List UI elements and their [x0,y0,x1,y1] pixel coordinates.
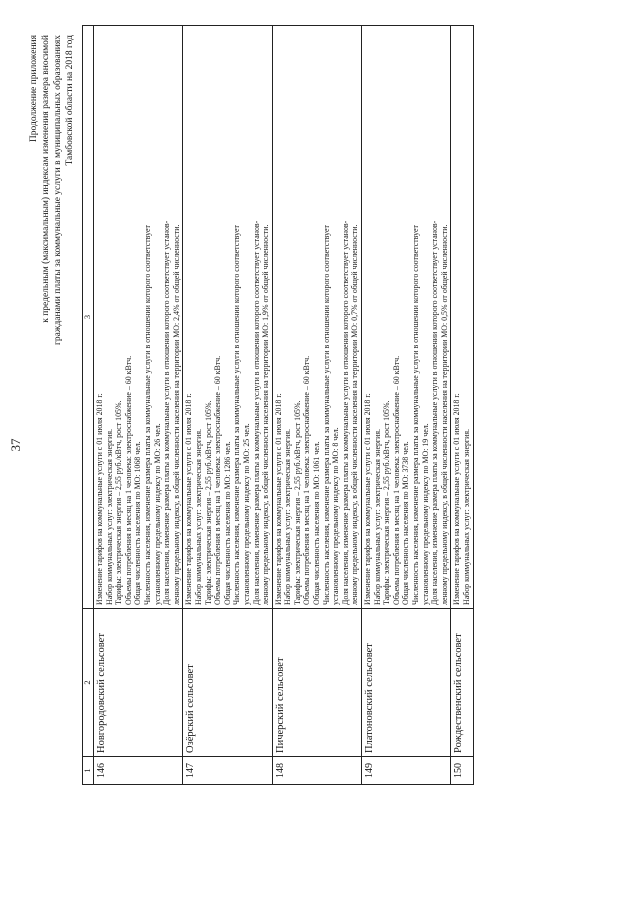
detail-line: установленному предельному индексу по МО: 8 чел. [331,427,341,605]
detail-line: Доля населения, изменение размера платы за коммунальные услуги в отношении которого соответствует установ- [430,220,440,605]
detail-line: Доля населения, изменение размера платы за коммунальные услуги в отношении которого соответствует установ- [340,220,350,605]
detail-line: Тарифы: электрическая энергия – 2,55 руб./кВтч, рост 105%. [114,400,124,605]
detail-line: ленному предельному индексу, в общей численности населения на территории МО: 0,5% от общей численности. [439,224,449,605]
row-number: 148 [272,757,361,785]
detail-line: установленному предельному индексу по МО: 25 чел. [241,423,251,605]
table-row [451,26,473,785]
row-number: 150 [451,757,473,785]
heading-line: Продолжение приложения [29,35,39,143]
detail-line: Тарифы: электрическая энергия – 2,55 руб./кВтч, рост 105%. [382,400,392,605]
detail-line: Набор коммунальных услуг: электрическая энергия. [372,429,382,605]
column-header: 3 [83,26,94,609]
column-header: 2 [83,609,94,757]
table-row [183,26,272,785]
row-details [451,26,473,609]
detail-line: Численность населения, изменение размера платы за коммунальные услуги в отношении которого соответствует [411,225,420,605]
detail-line: Объемы потребления в месяц на 1 человека: электроснабжение – 60 кВтч. [391,355,401,605]
table-row [94,26,183,785]
row-number: 147 [183,757,272,785]
detail-line: Объемы потребления в месяц на 1 человека: электроснабжение – 60 кВтч. [213,355,223,605]
column-header: 1 [83,757,94,785]
detail-line: Объемы потребления в месяц на 1 человека: электроснабжение – 60 кВтч. [123,355,133,605]
table-header-row [83,26,94,785]
appendix-heading [28,35,76,755]
detail-line: Численность населения, изменение размера платы за коммунальные услуги в отношении которого соответствует [142,225,152,605]
detail-line: ленному предельному индексу, в общей численности населения на территории МО: 0,7% от общей численности. [350,224,360,605]
detail-line: Доля населения, изменение размера платы за коммунальные услуги в отношении которого соответствует установ- [251,220,261,605]
municipality-name: Рождественский сельсовет [451,609,473,757]
detail-line: Изменение тарифов на коммунальные услуги с 01 июля 2018 г. [273,393,283,605]
detail-line: Тарифы: электрическая энергия – 2,55 руб./кВтч, рост 105%. [203,400,213,605]
municipality-name: Платоновский сельсовет [362,609,451,757]
detail-line: Набор коммунальных услуг: электрическая энергия. [461,429,471,605]
detail-line: Изменение тарифов на коммунальные услуги с 01 июля 2018 г. [184,393,194,605]
detail-line: Объемы потребления в месяц на 1 человека: электроснабжение – 60 кВтч. [302,355,312,605]
table-row [362,26,451,785]
page-number: 37 [8,438,23,452]
detail-line: Набор коммунальных услуг: электрическая энергия. [104,429,114,605]
detail-line: Общая численность населения по МО: 1286 чел. [222,441,232,605]
row-details [183,26,272,609]
detail-line: Общая численность населения по МО: 1068 чел. [133,441,143,605]
detail-line: Изменение тарифов на коммунальные услуги с 01 июля 2018 г. [452,393,462,605]
table-row [272,26,361,785]
detail-line: Численность населения, изменение размера платы за коммунальные услуги в отношении которого соответствует [232,225,242,605]
detail-line: Тарифы: электрическая энергия – 2,55 руб./кВтч, рост 105%. [292,400,302,605]
heading-line: к предельным (максимальным) индексам изменения размера вносимой [41,35,51,323]
detail-line: ленному предельному индексу, в общей численности населения на территории МО: 2,4% от общей численности. [171,224,181,605]
detail-line: Общая численность населения по МО: 1061 чел. [312,441,322,605]
detail-line: Доля населения, изменение размера платы за коммунальные услуги в отношении которого соответствует установ- [162,220,172,605]
row-details [362,26,451,609]
row-number: 146 [94,757,183,785]
municipality-name: Озёрский сельсовет [183,609,272,757]
detail-line: установленному предельному индексу по МО: 26 чел. [152,423,162,605]
heading-line: Тамбовской области на 2018 год [65,35,75,166]
tariff-table [82,25,474,785]
detail-line: Изменение тарифов на коммунальные услуги с 01 июля 2018 г. [363,393,373,605]
heading-line: гражданами платы за коммунальные услуги в муниципальных образованиях [53,35,63,345]
row-details [272,26,361,609]
detail-line: Численность населения, изменение размера платы за коммунальные услуги в отношении которого соответствует [321,225,331,605]
detail-line: ленному предельному индексу, в общей численности населения на территории МО: 1,9% от общей численности. [261,224,271,605]
detail-line: Общая численность населения по МО: 3738 чел. [401,441,411,605]
detail-line: установленному предельному индексу по МО: 19 чел. [420,423,430,605]
municipality-name: Пичерский сельсовет [272,609,361,757]
detail-line: Изменение тарифов на коммунальные услуги с 01 июля 2018 г. [95,393,104,605]
municipality-name: Новгородовский сельсовет [94,609,183,757]
row-number: 149 [362,757,451,785]
detail-line: Набор коммунальных услуг: электрическая энергия. [193,429,203,605]
row-details [94,26,183,609]
detail-line: Набор коммунальных услуг: электрическая энергия. [283,429,293,605]
